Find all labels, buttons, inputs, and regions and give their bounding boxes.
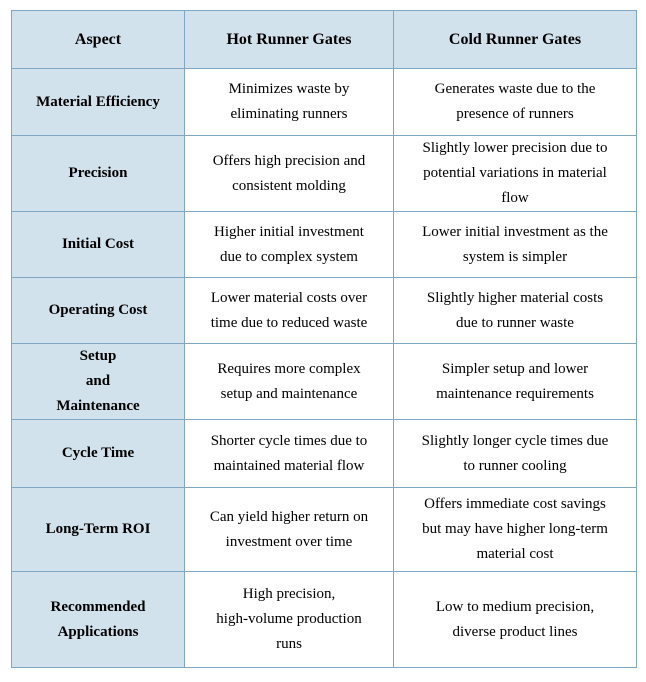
aspect-text: Initial Cost <box>61 236 135 252</box>
hot-runner-cell <box>185 136 394 212</box>
aspect-text: Long-Term ROI <box>45 521 151 537</box>
hot-runner-cell <box>185 212 394 278</box>
table-row <box>12 572 637 668</box>
hot-runner-text: Minimizes waste by eliminating runners <box>228 81 350 122</box>
row-aspect-label <box>12 488 185 572</box>
hot-runner-cell <box>185 488 394 572</box>
table-row <box>12 136 637 212</box>
hot-runner-text: High precision, high-volume production runs <box>216 586 362 652</box>
aspect-text: Operating Cost <box>48 302 148 318</box>
table-row <box>12 278 637 344</box>
row-aspect-label <box>12 69 185 136</box>
hot-runner-cell <box>185 69 394 136</box>
cold-runner-cell <box>394 69 637 136</box>
cold-runner-text: Offers immediate cost savings but may have higher long-term material cost <box>422 496 608 562</box>
cold-runner-text: Slightly lower precision due to potential variations in material flow <box>422 140 608 206</box>
aspect-text: Recommended Applications <box>50 598 146 640</box>
cold-runner-cell <box>394 278 637 344</box>
table-row <box>12 488 637 572</box>
hot-runner-text: Lower material costs over time due to reduced waste <box>210 289 368 331</box>
cold-runner-cell <box>394 420 637 488</box>
hot-runner-text: Requires more complex setup and maintenance <box>217 360 361 402</box>
table-row <box>12 69 637 136</box>
cold-runner-cell <box>394 572 637 668</box>
cold-runner-text: Slightly longer cycle times due to runner cooling <box>421 432 609 474</box>
header-cold-runner-gates: Cold Runner Gates <box>394 11 637 69</box>
aspect-text: Setup and Maintenance <box>56 348 140 414</box>
row-aspect-label <box>12 420 185 488</box>
row-aspect-label <box>12 344 185 420</box>
comparison-table <box>11 10 637 668</box>
hot-runner-cell <box>185 572 394 668</box>
cold-runner-text: Low to medium precision, diverse product lines <box>435 598 595 640</box>
aspect-text: Cycle Time <box>61 445 135 461</box>
aspect-text: Material Efficiency <box>36 93 160 110</box>
table-row <box>12 212 637 278</box>
cold-runner-text: Slightly higher material costs due to runner waste <box>426 289 604 331</box>
table-row <box>12 344 637 420</box>
cold-runner-cell <box>394 212 637 278</box>
cold-runner-cell <box>394 136 637 212</box>
hot-runner-text: Can yield higher return on investment over time <box>209 508 369 550</box>
row-aspect-label <box>12 212 185 278</box>
table-row <box>12 420 637 488</box>
hot-runner-text: Higher initial investment due to complex system <box>214 223 364 265</box>
aspect-text: Precision <box>68 165 128 181</box>
cold-runner-text: Lower initial investment as the system is simpler <box>422 223 608 265</box>
header-hot-runner-gates: Hot Runner Gates <box>185 11 394 69</box>
hot-runner-text: Shorter cycle times due to maintained material flow <box>210 432 368 474</box>
hot-runner-cell <box>185 344 394 420</box>
hot-runner-text: Offers high precision and consistent molding <box>212 152 366 194</box>
cold-runner-text: Generates waste due to the presence of runners <box>434 81 596 122</box>
hot-runner-cell <box>185 278 394 344</box>
row-aspect-label <box>12 278 185 344</box>
cold-runner-text: Simpler setup and lower maintenance requirements <box>436 360 594 402</box>
hot-runner-cell <box>185 420 394 488</box>
row-aspect-label <box>12 572 185 668</box>
cold-runner-cell <box>394 488 637 572</box>
row-aspect-label <box>12 136 185 212</box>
header-aspect: Aspect <box>12 11 185 69</box>
cold-runner-cell <box>394 344 637 420</box>
header-row <box>12 11 637 69</box>
